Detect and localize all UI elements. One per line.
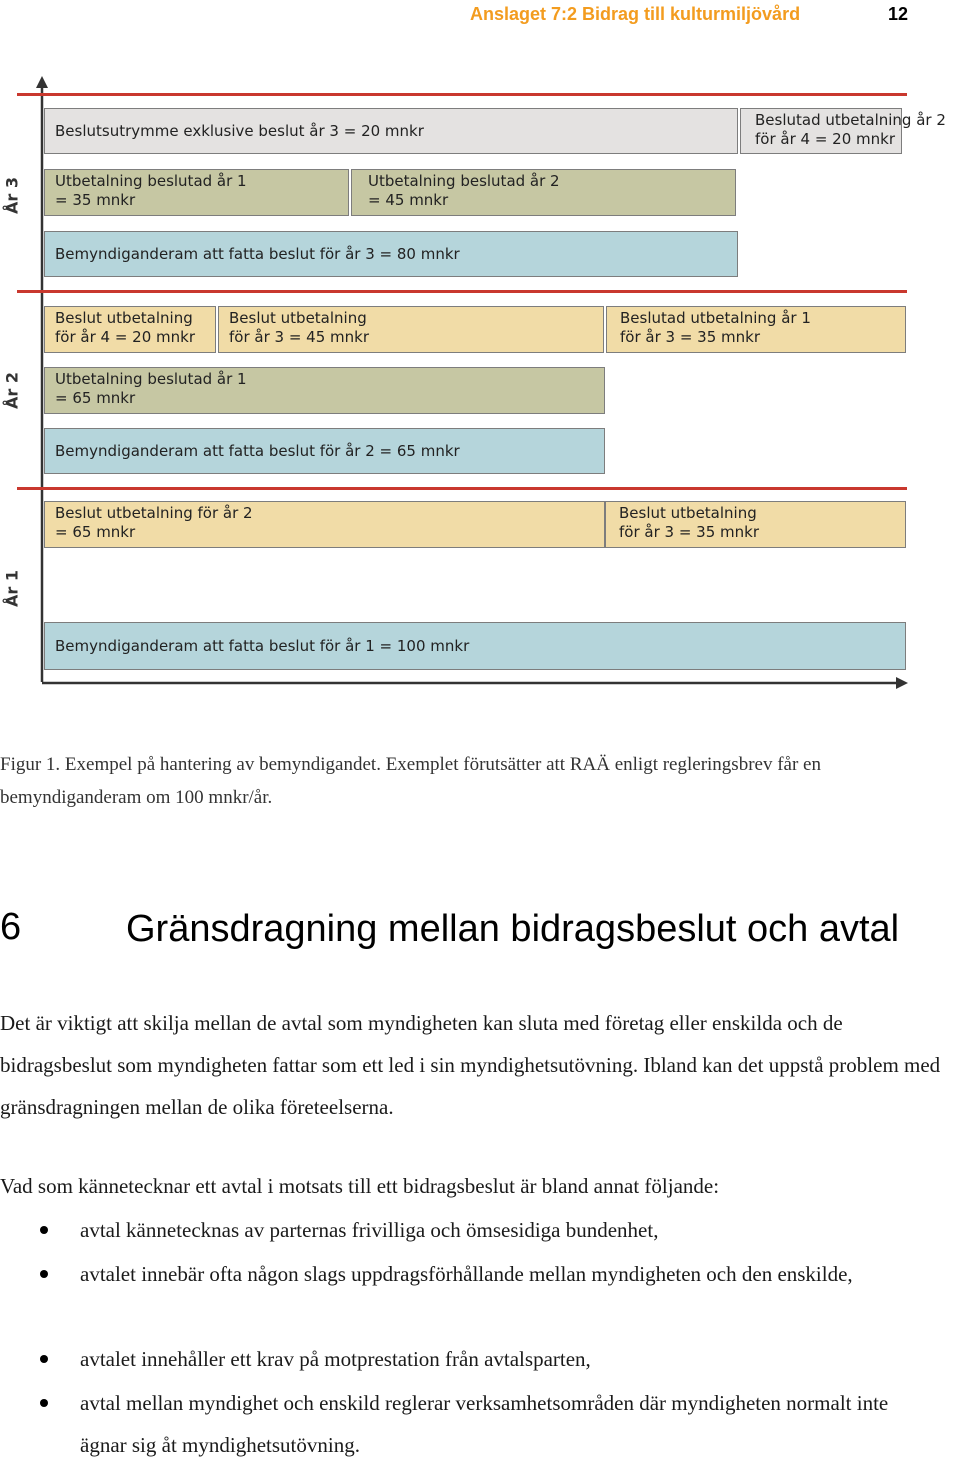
year-1-label: År 1 bbox=[2, 570, 22, 607]
y1-beslut-ar2-box: Beslut utbetalning för år 2 = 65 mnkr bbox=[44, 501, 605, 548]
y2-beslutad-ar1-box: Beslutad utbetalning år 1 för år 3 = 35 mnkr bbox=[606, 306, 906, 353]
y3-beslutad-ar2-box: Beslutad utbetalning år 2 för år 4 = 20 mnkr bbox=[740, 108, 902, 154]
figure-caption: Figur 1. Exempel på hantering av bemyndigandet. Exemplet förutsätter att RAÄ enligt regleringsbrev får en bemyndiganderam om 100 mnkr/år. bbox=[0, 754, 821, 808]
year-2-bar bbox=[17, 290, 907, 293]
running-header-title: Anslaget 7:2 Bidrag till kulturmiljövård bbox=[470, 4, 801, 24]
y2-beslut-ar3-box: Beslut utbetalning för år 3 = 45 mnkr bbox=[218, 306, 604, 353]
y1-bemyndiganderam-box: Bemyndiganderam att fatta beslut för år 1 = 100 mnkr bbox=[44, 622, 906, 670]
year-1-bar bbox=[17, 487, 907, 490]
bemyndigande-diagram bbox=[0, 70, 960, 700]
y2-bemyndiganderam-box: Bemyndiganderam att fatta beslut för år 2 = 65 mnkr bbox=[44, 428, 605, 474]
y1-beslut-ar3-box: Beslut utbetalning för år 3 = 35 mnkr bbox=[605, 501, 906, 548]
page-number: 12 bbox=[888, 4, 909, 24]
y2-utbetalning-ar1-box: Utbetalning beslutad år 1 = 65 mnkr bbox=[44, 367, 605, 414]
bullet-text: avtal mellan myndighet och enskild reglerar verksamhetsområden där myndigheten normalt inte ägnar sig åt myndighetsutövning. bbox=[80, 1391, 889, 1457]
y3-utbetalning-ar2-box: Utbetalning beslutad år 2 = 45 mnkr bbox=[351, 169, 736, 216]
section-title: Gränsdragning mellan bidragsbeslut och avtal bbox=[126, 908, 900, 950]
year-3-bar bbox=[17, 93, 907, 96]
year-3-label: År 3 bbox=[2, 177, 22, 214]
year-2-label: År 2 bbox=[2, 372, 22, 409]
paragraph-2: Vad som kännetecknar ett avtal i motsats till ett bidragsbeslut är bland annat följande: bbox=[0, 1174, 720, 1198]
bullet-text: avtal kännetecknas av parternas frivilliga och ömsesidiga bundenhet, bbox=[80, 1218, 659, 1242]
y2-beslut-ar4-box: Beslut utbetalning för år 4 = 20 mnkr bbox=[44, 306, 216, 353]
y3-beslutsutrymme-box: Beslutsutrymme exklusive beslut år 3 = 20 mnkr bbox=[44, 108, 738, 154]
y3-bemyndiganderam-box: Bemyndiganderam att fatta beslut för år 3 = 80 mnkr bbox=[44, 231, 738, 277]
y3-utbetalning-ar1-box: Utbetalning beslutad år 1 = 35 mnkr bbox=[44, 169, 349, 216]
bullet-dot-icon bbox=[40, 1399, 48, 1407]
bullet-dot-icon bbox=[40, 1270, 48, 1278]
paragraph-1: Det är viktigt att skilja mellan de avtal som myndigheten kan sluta med företag eller enskilda och de bidragsbeslut som myndigheten fattar som ett led i sin myndighetsutövning. Ibland kan det uppstå problem med gränsdragningen mellan de olika företeelserna. bbox=[0, 1011, 941, 1119]
bullet-dot-icon bbox=[40, 1355, 48, 1363]
bullet-text: avtalet innebär ofta någon slags uppdragsförhållande mellan myndigheten och den enskilde, bbox=[80, 1262, 853, 1286]
bullet-text: avtalet innehåller ett krav på motprestation från avtalsparten, bbox=[80, 1347, 591, 1371]
bullet-dot-icon bbox=[40, 1226, 48, 1234]
section-number: 6 bbox=[0, 906, 22, 948]
